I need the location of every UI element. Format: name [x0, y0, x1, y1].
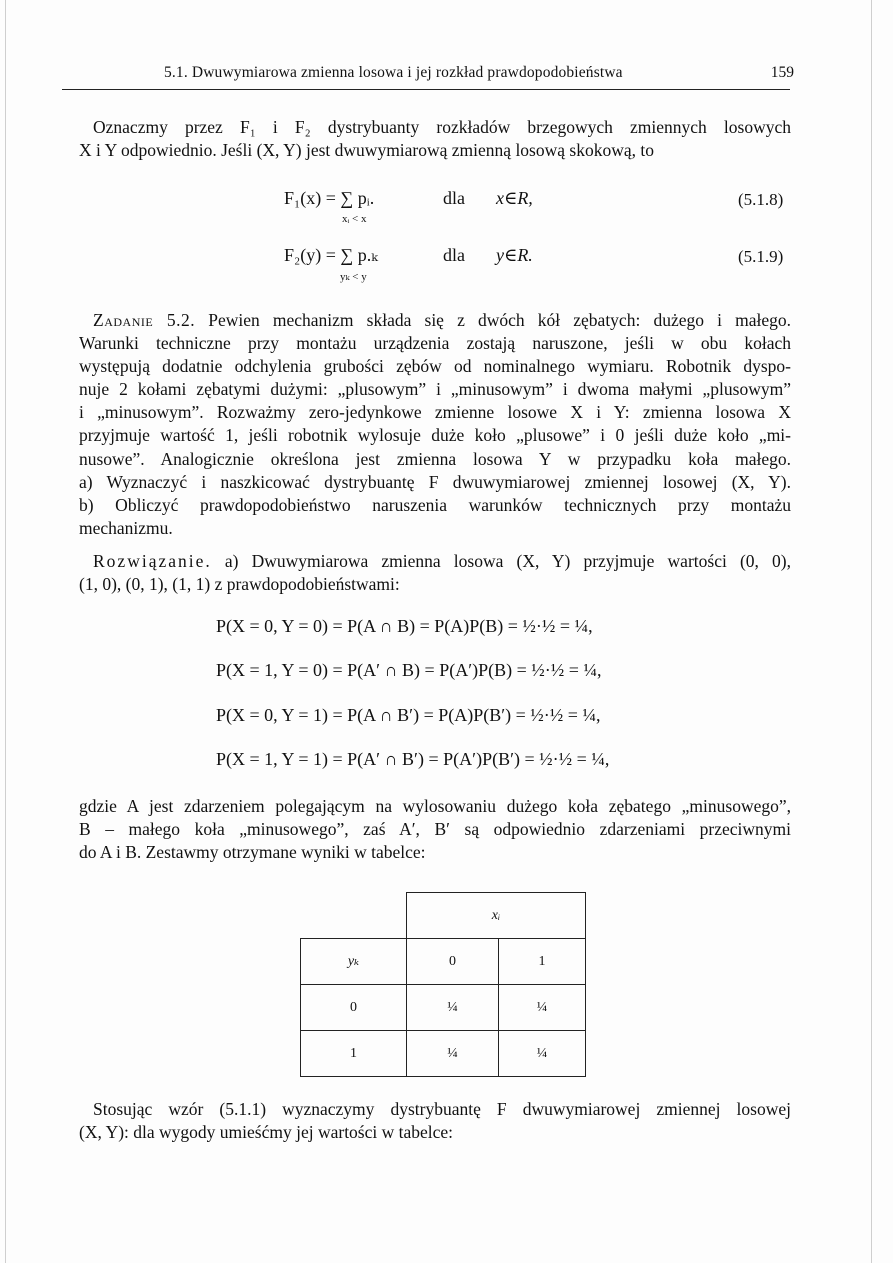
text-line: (1, 0), (0, 1), (1, 1) z prawdopodobieństwami: [79, 574, 400, 595]
probability-table [300, 892, 586, 1077]
text-line: i „minusowym”. Rozważmy zero-jedynkowe zmienne losowe X i Y: zmienna losowa X [79, 402, 791, 423]
equation-domain: y∈R. [496, 245, 533, 265]
equation-sum-index: yₖ < y [340, 271, 367, 283]
text-line: przyjmuje wartość 1, jeśli robotnik wylosuje duże koło „plusowe” i 0 jeśli duże koło „mi- [79, 425, 791, 446]
header-rule [62, 89, 790, 90]
page-edge-left [5, 0, 6, 1263]
text-line: B – małego koła „minusowego”, zaś A′, B′ są odpowiednio zdarzeniami przeciwnymi [79, 819, 791, 840]
text-line: a) Wyznaczyć i naszkicować dystrybuantę F dwuwymiarowej zmiennej losowej (X, Y). [79, 471, 791, 492]
equation-5-1-8 [284, 188, 374, 209]
equation-number: (5.1.8) [738, 190, 784, 209]
probability-line: P(X = 1, Y = 1) = P(A′ ∩ B′) = P(A′)P(B′) = ½·½ = ¼, [216, 749, 610, 769]
page-edge-right [871, 0, 872, 1263]
row-variable-header: yₖ [301, 939, 407, 985]
text-line: nusowe”. Analogicznie określona jest zmienna losowa Y w przypadku koła małego. [79, 448, 791, 469]
equation-lhs: F₂(y) = ∑ p.ₖ [284, 245, 378, 265]
running-header [164, 64, 804, 86]
table-cell: 1 [499, 939, 586, 985]
equation-condition: dla [443, 188, 465, 208]
solution-paragraph [79, 550, 791, 596]
problem-paragraph [79, 309, 791, 540]
text-line: mechanizmu. [79, 517, 173, 538]
page-number: 159 [770, 64, 794, 81]
text-line: Rozwiązanie. a) Dwuwymiarowa zmienna losowa (X, Y) przyjmuje wartości (0, 0), [93, 551, 791, 571]
table-cell: 0 [407, 939, 499, 985]
equation-domain: x∈R, [496, 188, 533, 208]
column-variable-header: xᵢ [407, 893, 586, 939]
equation-lhs: F₁(x) = ∑ pᵢ. [284, 188, 375, 208]
intro-paragraph [79, 116, 791, 162]
text-line: do A i B. Zestawmy otrzymane wyniki w tabelce: [79, 842, 426, 863]
table-cell: ¼ [499, 985, 586, 1031]
solution-label: Rozwiązanie. [93, 551, 212, 571]
probability-line: P(X = 1, Y = 0) = P(A′ ∩ B) = P(A′)P(B) = ½·½ = ¼, [216, 660, 602, 680]
table-row [301, 1031, 586, 1077]
explanation-paragraph [79, 795, 791, 864]
text-line: Warunki techniczne przy montażu urządzenia zostają naruszone, jeśli w obu kołach [79, 333, 791, 354]
table-cell: ¼ [407, 985, 499, 1031]
text-line: Zadanie 5.2. Pewien mechanizm składa się z dwóch kół zębatych: dużego i małego. [93, 310, 792, 330]
equation-5-1-9 [284, 245, 378, 266]
header-title: 5.1. Dwuwymiarowa zmienna losowa i jej rozkład prawdopodobieństwa [164, 64, 623, 81]
equation-number: (5.1.9) [738, 247, 784, 266]
text-line: Stosując wzór (5.1.1) wyznaczymy dystrybuantę F dwuwymiarowej zmiennej losowej [93, 1099, 791, 1119]
text-line: występują dodatnie odchylenia grubości zębów od nominalnego wymiaru. Robotnik dyspo- [79, 356, 791, 377]
text-line: nuje 2 kołami zębatymi dużymi: „plusowym” i „minusowym” i dwoma małymi „plusowym” [79, 379, 791, 400]
text-line: gdzie A jest zdarzeniem polegającym na wylosowaniu dużego koła zębatego „minusowego”, [79, 796, 791, 816]
closing-paragraph [79, 1098, 791, 1144]
text-line: b) Obliczyć prawdopodobieństwo naruszenia warunków technicznych przy montażu [79, 494, 791, 515]
problem-label: Zadanie 5.2. [93, 310, 196, 330]
table-header-row [301, 893, 586, 939]
table-corner [301, 893, 407, 939]
table-cell: 0 [301, 985, 407, 1031]
equation-sum-index: xᵢ < x [342, 213, 367, 225]
table-cell: ¼ [499, 1031, 586, 1077]
text-line: (X, Y): dla wygody umieśćmy jej wartości w tabelce: [79, 1122, 454, 1143]
table-row [301, 939, 586, 985]
table-cell: ¼ [407, 1031, 499, 1077]
text-line: X i Y odpowiednio. Jeśli (X, Y) jest dwuwymiarową zmienną losową skokową, to [79, 140, 654, 161]
table-cell: 1 [301, 1031, 407, 1077]
probability-line: P(X = 0, Y = 0) = P(A ∩ B) = P(A)P(B) = ½·½ = ¼, [216, 616, 593, 636]
equation-condition: dla [443, 245, 465, 265]
text-line: Oznaczmy przez F₁ i F₂ dystrybuanty rozkładów brzegowych zmiennych losowych [93, 117, 791, 137]
table-row [301, 985, 586, 1031]
probability-line: P(X = 0, Y = 1) = P(A ∩ B′) = P(A)P(B′) = ½·½ = ¼, [216, 705, 601, 725]
